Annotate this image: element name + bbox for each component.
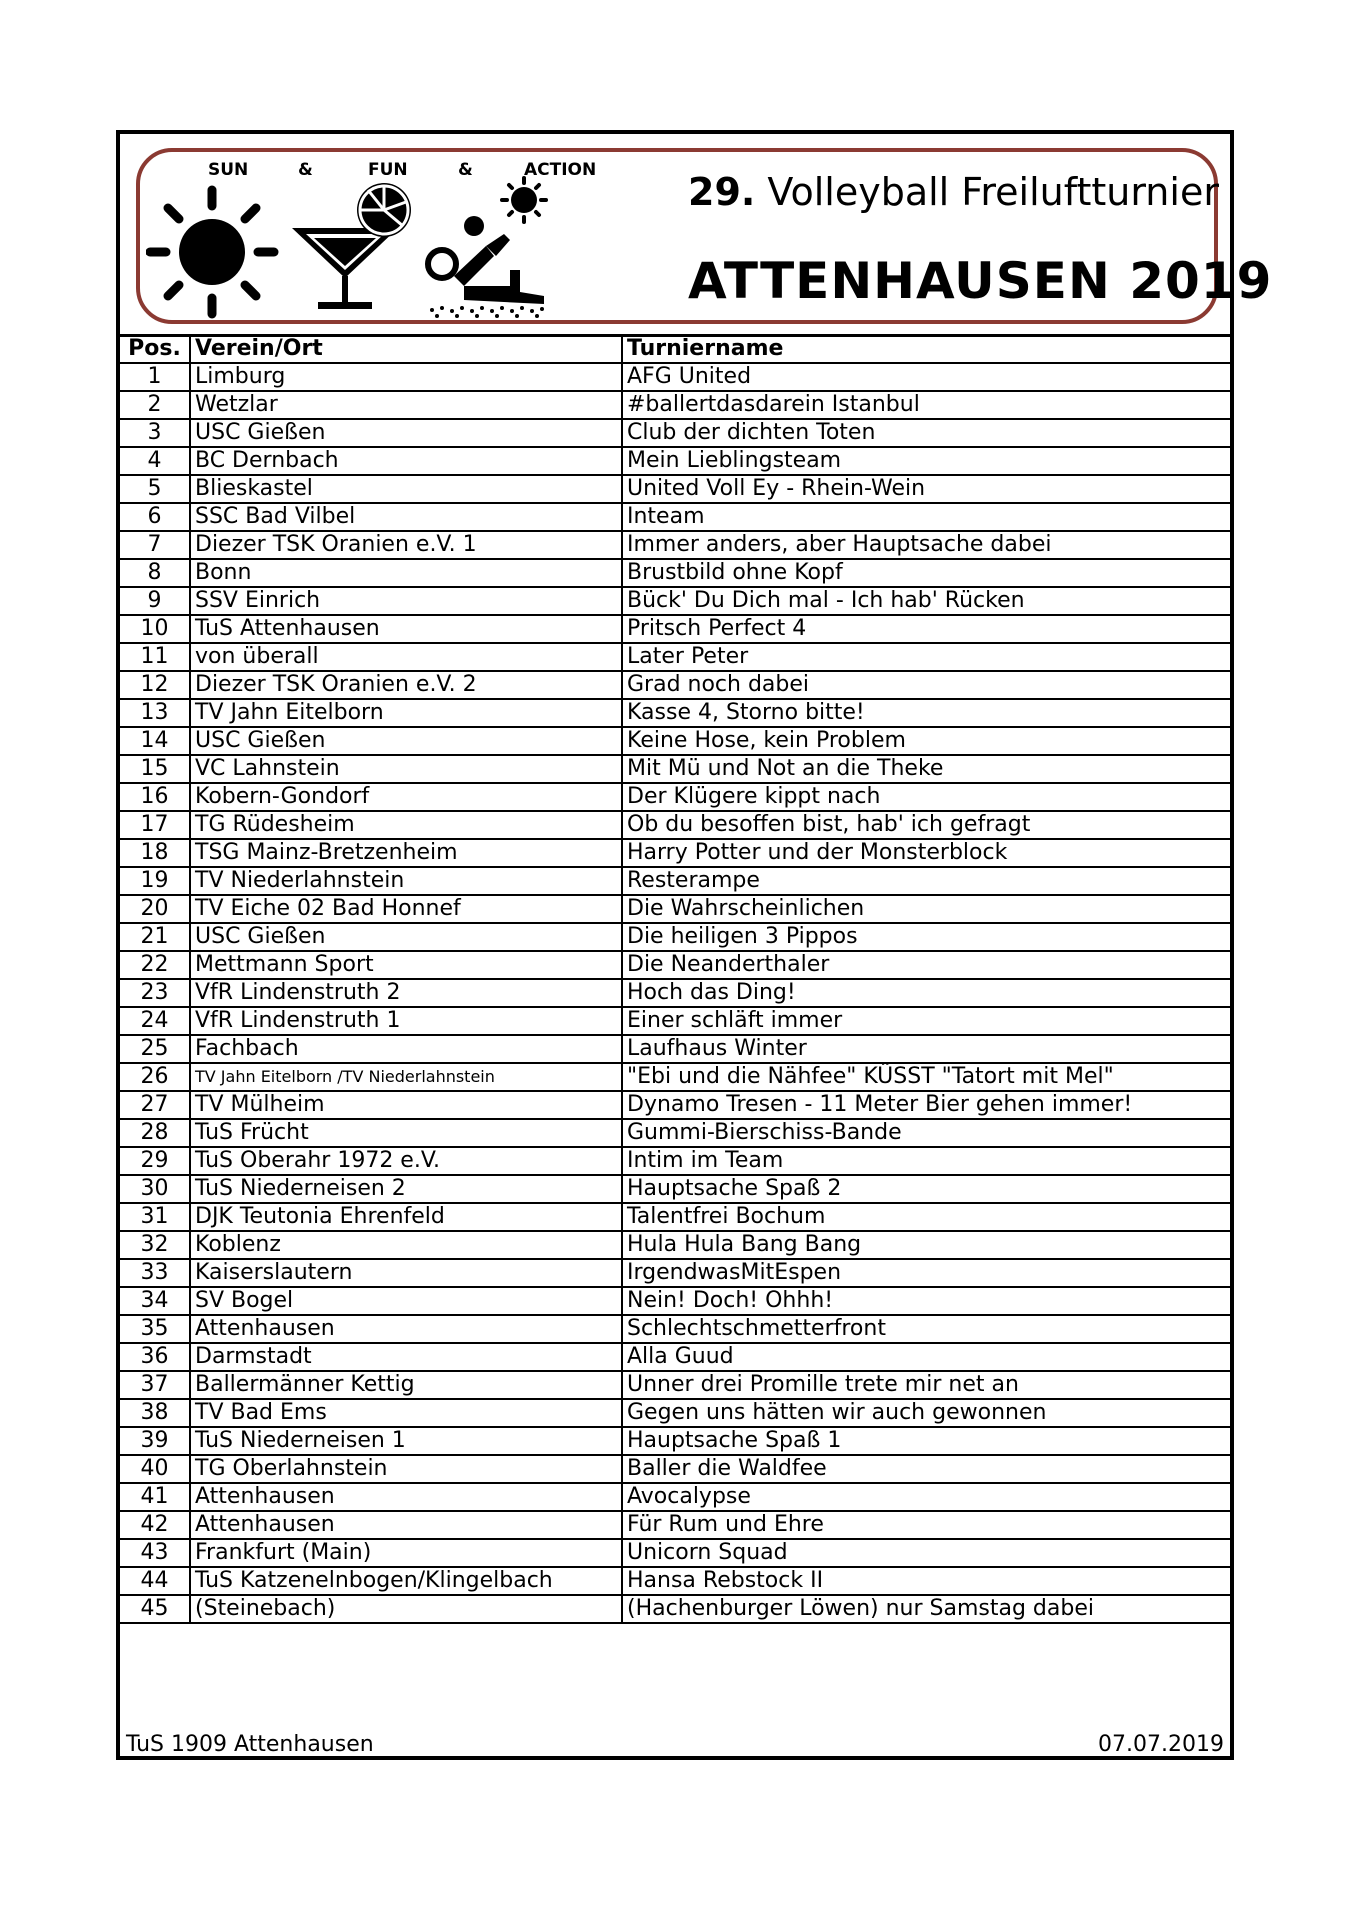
cell-club: Attenhausen — [190, 1483, 622, 1511]
cell-club: TuS Niederneisen 1 — [190, 1427, 622, 1455]
cell-position: 31 — [120, 1203, 190, 1231]
table-row — [120, 811, 1230, 839]
cell-team-name: Baller die Waldfee — [622, 1455, 1230, 1483]
cell-club: Diezer TSK Oranien e.V. 1 — [190, 531, 622, 559]
table-row — [120, 1259, 1230, 1287]
cell-club: Darmstadt — [190, 1343, 622, 1371]
cell-team-name: Einer schläft immer — [622, 1007, 1230, 1035]
cell-position: 6 — [120, 503, 190, 531]
cell-club: Blieskastel — [190, 475, 622, 503]
cell-team-name: Hauptsache Spaß 2 — [622, 1175, 1230, 1203]
edition-number: 29. — [688, 170, 756, 214]
cell-club: BC Dernbach — [190, 447, 622, 475]
cell-team-name: Gegen uns hätten wir auch gewonnen — [622, 1399, 1230, 1427]
cell-club: TV Niederlahnstein — [190, 867, 622, 895]
cell-team-name: #ballertdasdarein Istanbul — [622, 391, 1230, 419]
cell-club: von überall — [190, 643, 622, 671]
cell-club: SSC Bad Vilbel — [190, 503, 622, 531]
cell-team-name: Hansa Rebstock II — [622, 1567, 1230, 1595]
column-header-club: Verein/Ort — [190, 336, 622, 363]
table-row — [120, 363, 1230, 391]
cell-club: USC Gießen — [190, 923, 622, 951]
cell-position: 36 — [120, 1343, 190, 1371]
table-row — [120, 391, 1230, 419]
table-row — [120, 447, 1230, 475]
cell-club: TuS Attenhausen — [190, 615, 622, 643]
cell-team-name: Harry Potter und der Monsterblock — [622, 839, 1230, 867]
cell-team-name: Resterampe — [622, 867, 1230, 895]
cell-team-name: Intim im Team — [622, 1147, 1230, 1175]
table-row — [120, 643, 1230, 671]
table-row — [120, 503, 1230, 531]
cell-club: Koblenz — [190, 1231, 622, 1259]
cell-team-name: Avocalypse — [622, 1483, 1230, 1511]
cell-team-name: Kasse 4, Storno bitte! — [622, 699, 1230, 727]
cell-team-name: Der Klügere kippt nach — [622, 783, 1230, 811]
cell-position: 35 — [120, 1315, 190, 1343]
cell-team-name: Dynamo Tresen - 11 Meter Bier gehen immer! — [622, 1091, 1230, 1119]
cell-position: 17 — [120, 811, 190, 839]
cell-position: 41 — [120, 1483, 190, 1511]
cell-position: 28 — [120, 1119, 190, 1147]
cell-club: Mettmann Sport — [190, 951, 622, 979]
table-row — [120, 867, 1230, 895]
cell-team-name: Für Rum und Ehre — [622, 1511, 1230, 1539]
cell-position: 4 — [120, 447, 190, 475]
table-row — [120, 755, 1230, 783]
slogan-ampersand: & — [298, 160, 313, 180]
slogan-fun: FUN — [368, 160, 408, 180]
cell-team-name: IrgendwasMitEspen — [622, 1259, 1230, 1287]
cell-position: 10 — [120, 615, 190, 643]
cell-team-name: Club der dichten Toten — [622, 419, 1230, 447]
table-row — [120, 1035, 1230, 1063]
cell-club: SSV Einrich — [190, 587, 622, 615]
cell-position: 2 — [120, 391, 190, 419]
cell-club: TV Jahn Eitelborn /TV Niederlahnstein — [190, 1063, 622, 1091]
cell-position: 40 — [120, 1455, 190, 1483]
cell-team-name: Ob du besoffen bist, hab' ich gefragt — [622, 811, 1230, 839]
cell-team-name: Unicorn Squad — [622, 1539, 1230, 1567]
cell-position: 32 — [120, 1231, 190, 1259]
table-header-row — [120, 336, 1230, 363]
table-row — [120, 1119, 1230, 1147]
cell-team-name: "Ebi und die Nähfee" KÜSST "Tatort mit Mel" — [622, 1063, 1230, 1091]
table-row — [120, 531, 1230, 559]
table-row — [120, 1539, 1230, 1567]
table-row — [120, 419, 1230, 447]
table-row — [120, 783, 1230, 811]
cell-team-name: Mit Mü und Not an die Theke — [622, 755, 1230, 783]
cell-team-name: Inteam — [622, 503, 1230, 531]
cell-club: USC Gießen — [190, 727, 622, 755]
title-text: Volleyball Freiluftturnier — [767, 170, 1219, 214]
cell-team-name: Gummi-Bierschiss-Bande — [622, 1119, 1230, 1147]
table-row — [120, 1343, 1230, 1371]
table-row — [120, 1315, 1230, 1343]
cell-club: TV Eiche 02 Bad Honnef — [190, 895, 622, 923]
table-row — [120, 1091, 1230, 1119]
column-header-team-name: Turniername — [622, 336, 1230, 363]
slogan-ampersand: & — [458, 160, 473, 180]
cell-position: 20 — [120, 895, 190, 923]
cell-team-name: Schlechtschmetterfront — [622, 1315, 1230, 1343]
cell-club: DJK Teutonia Ehrenfeld — [190, 1203, 622, 1231]
cell-club: TuS Niederneisen 2 — [190, 1175, 622, 1203]
sun-icon — [146, 184, 284, 322]
cell-club: TuS Frücht — [190, 1119, 622, 1147]
cell-team-name: Laufhaus Winter — [622, 1035, 1230, 1063]
cell-position: 13 — [120, 699, 190, 727]
table-row — [120, 1231, 1230, 1259]
results-table-body — [120, 363, 1230, 1623]
cell-team-name: Nein! Doch! Ohhh! — [622, 1287, 1230, 1315]
cell-position: 23 — [120, 979, 190, 1007]
table-row — [120, 1427, 1230, 1455]
table-row — [120, 1007, 1230, 1035]
footer-organizer: TuS 1909 Attenhausen — [126, 1732, 374, 1757]
table-row — [120, 923, 1230, 951]
footer-date: 07.07.2019 — [1098, 1732, 1224, 1757]
cell-position: 43 — [120, 1539, 190, 1567]
table-row — [120, 699, 1230, 727]
cell-position: 26 — [120, 1063, 190, 1091]
table-row — [120, 1063, 1230, 1091]
table-row — [120, 839, 1230, 867]
cell-team-name: Die Wahrscheinlichen — [622, 895, 1230, 923]
cell-team-name: (Hachenburger Löwen) nur Samstag dabei — [622, 1595, 1230, 1623]
cell-club: Bonn — [190, 559, 622, 587]
cell-position: 1 — [120, 363, 190, 391]
table-row — [120, 587, 1230, 615]
slogan-sun: SUN — [208, 160, 249, 180]
table-row — [120, 1511, 1230, 1539]
results-table — [120, 336, 1230, 1624]
table-row — [120, 1175, 1230, 1203]
cell-club: TSG Mainz-Bretzenheim — [190, 839, 622, 867]
table-row — [120, 1399, 1230, 1427]
cell-position: 3 — [120, 419, 190, 447]
cell-position: 18 — [120, 839, 190, 867]
cell-team-name: Talentfrei Bochum — [622, 1203, 1230, 1231]
cell-club: Kaiserslautern — [190, 1259, 622, 1287]
cell-team-name: Bück' Du Dich mal - Ich hab' Rücken — [622, 587, 1230, 615]
cell-club: VC Lahnstein — [190, 755, 622, 783]
table-row — [120, 1147, 1230, 1175]
cell-club: TV Bad Ems — [190, 1399, 622, 1427]
cell-club: (Steinebach) — [190, 1595, 622, 1623]
tournament-subtitle: ATTENHAUSEN 2019 — [688, 252, 1273, 310]
cell-club: Fachbach — [190, 1035, 622, 1063]
table-row — [120, 615, 1230, 643]
tournament-title — [688, 170, 1219, 214]
cell-team-name: Hauptsache Spaß 1 — [622, 1427, 1230, 1455]
cell-team-name: Pritsch Perfect 4 — [622, 615, 1230, 643]
cell-position: 45 — [120, 1595, 190, 1623]
cell-position: 25 — [120, 1035, 190, 1063]
cell-position: 16 — [120, 783, 190, 811]
cell-team-name: United Voll Ey - Rhein-Wein — [622, 475, 1230, 503]
table-row — [120, 559, 1230, 587]
table-row — [120, 1371, 1230, 1399]
cell-club: Limburg — [190, 363, 622, 391]
table-row — [120, 979, 1230, 1007]
cell-position: 44 — [120, 1567, 190, 1595]
table-row — [120, 727, 1230, 755]
cell-team-name: Keine Hose, kein Problem — [622, 727, 1230, 755]
cell-club: VfR Lindenstruth 1 — [190, 1007, 622, 1035]
cell-club: SV Bogel — [190, 1287, 622, 1315]
cell-position: 19 — [120, 867, 190, 895]
table-row — [120, 1287, 1230, 1315]
cell-position: 39 — [120, 1427, 190, 1455]
cell-team-name: Immer anders, aber Hauptsache dabei — [622, 531, 1230, 559]
cell-club: TV Mülheim — [190, 1091, 622, 1119]
cell-team-name: Grad noch dabei — [622, 671, 1230, 699]
cell-position: 9 — [120, 587, 190, 615]
cell-club: Attenhausen — [190, 1315, 622, 1343]
table-row — [120, 1595, 1230, 1623]
cell-team-name: Die heiligen 3 Pippos — [622, 923, 1230, 951]
cell-club: Wetzlar — [190, 391, 622, 419]
beach-volleyball-player-icon — [424, 176, 556, 320]
cell-club: TuS Katzenelnbogen/Klingelbach — [190, 1567, 622, 1595]
cell-position: 24 — [120, 1007, 190, 1035]
cell-position: 7 — [120, 531, 190, 559]
results-sheet — [116, 130, 1273, 1760]
cell-position: 22 — [120, 951, 190, 979]
cell-club: TV Jahn Eitelborn — [190, 699, 622, 727]
cell-club: Frankfurt (Main) — [190, 1539, 622, 1567]
cell-position: 30 — [120, 1175, 190, 1203]
table-row — [120, 1567, 1230, 1595]
table-row — [120, 1483, 1230, 1511]
cell-position: 27 — [120, 1091, 190, 1119]
cell-club: VfR Lindenstruth 2 — [190, 979, 622, 1007]
cell-position: 34 — [120, 1287, 190, 1315]
cell-club: TG Oberlahnstein — [190, 1455, 622, 1483]
cell-club: Attenhausen — [190, 1511, 622, 1539]
table-row — [120, 895, 1230, 923]
table-row — [120, 475, 1230, 503]
cell-position: 14 — [120, 727, 190, 755]
cell-team-name: Mein Lieblingsteam — [622, 447, 1230, 475]
cell-position: 33 — [120, 1259, 190, 1287]
cell-club: Diezer TSK Oranien e.V. 2 — [190, 671, 622, 699]
cell-position: 29 — [120, 1147, 190, 1175]
cell-club: Ballermänner Kettig — [190, 1371, 622, 1399]
cell-position: 15 — [120, 755, 190, 783]
cell-position: 42 — [120, 1511, 190, 1539]
cell-team-name: Brustbild ohne Kopf — [622, 559, 1230, 587]
cell-position: 37 — [120, 1371, 190, 1399]
cell-team-name: Hula Hula Bang Bang — [622, 1231, 1230, 1259]
cell-club: Kobern-Gondorf — [190, 783, 622, 811]
cell-team-name: Hoch das Ding! — [622, 979, 1230, 1007]
cell-position: 21 — [120, 923, 190, 951]
cell-position: 5 — [120, 475, 190, 503]
table-row — [120, 951, 1230, 979]
cell-club: USC Gießen — [190, 419, 622, 447]
slogan-action: ACTION — [524, 160, 597, 180]
cell-club: TuS Oberahr 1972 e.V. — [190, 1147, 622, 1175]
cell-position: 11 — [120, 643, 190, 671]
tournament-banner — [136, 148, 1273, 324]
table-row — [120, 671, 1230, 699]
table-row — [120, 1455, 1230, 1483]
cell-club: TG Rüdesheim — [190, 811, 622, 839]
cell-position: 38 — [120, 1399, 190, 1427]
cell-team-name: Later Peter — [622, 643, 1230, 671]
cocktail-glass-icon — [288, 176, 412, 316]
cell-position: 12 — [120, 671, 190, 699]
cell-team-name: AFG United — [622, 363, 1230, 391]
table-row — [120, 1203, 1230, 1231]
cell-team-name: Alla Guud — [622, 1343, 1230, 1371]
column-header-position: Pos. — [120, 336, 190, 363]
cell-position: 8 — [120, 559, 190, 587]
cell-team-name: Die Neanderthaler — [622, 951, 1230, 979]
cell-team-name: Unner drei Promille trete mir net an — [622, 1371, 1230, 1399]
